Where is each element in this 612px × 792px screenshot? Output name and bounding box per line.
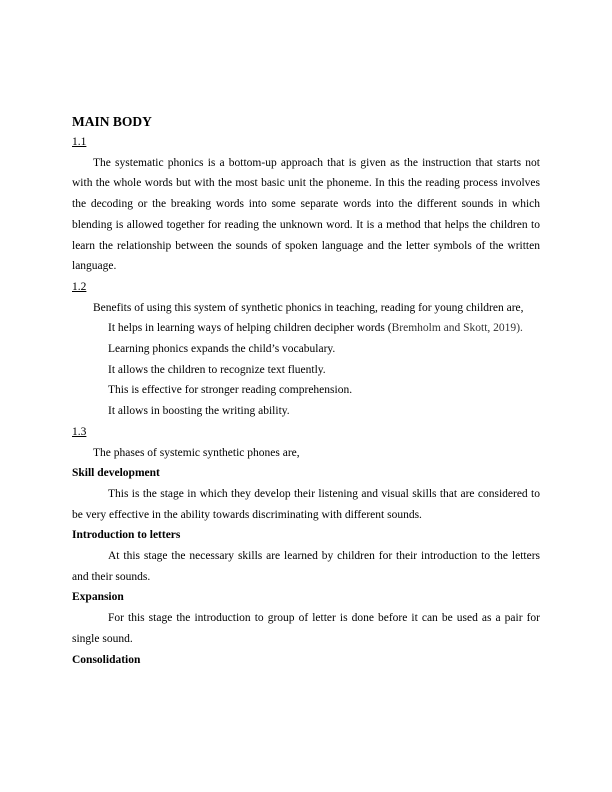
benefit-item bbox=[72, 318, 540, 339]
citation-suffix: ). bbox=[516, 322, 523, 335]
section-number-1-3: 1.3 bbox=[72, 425, 87, 438]
benefit-text: It helps in learning ways of helping children decipher words ( bbox=[108, 322, 392, 335]
section-1-2-intro: Benefits of using this system of synthetic phonics in teaching, reading for young children are, bbox=[93, 301, 524, 314]
phase-text: At this stage the necessary skills are learned by children for their introduction to the letters and their sounds. bbox=[72, 550, 540, 583]
phase-text: This is the stage in which they develop their listening and visual skills that are considered to be very effective in the ability towards discriminating with different sounds. bbox=[72, 487, 540, 521]
benefit-item: It allows in boosting the writing ability. bbox=[108, 405, 290, 418]
section-1-1-paragraph: The systematic phonics is a bottom-up approach that is given as the instruction that starts not with the whole words but with the most basic unit the phoneme. In this the reading process involves the decoding or the breaking words into some separate words into the different sounds in which blending is allowed together for reading the unknown word. It is a method that helps the children to learn the relationship between the sounds of spoken language and the letter symbols of the written language. bbox=[72, 156, 540, 273]
phase-heading: Expansion bbox=[72, 591, 124, 604]
page-title: MAIN BODY bbox=[72, 114, 152, 129]
phase-heading: Skill development bbox=[72, 467, 160, 480]
document-page bbox=[72, 112, 540, 670]
citation: Bremholm and Skott, 2019 bbox=[391, 322, 517, 335]
benefit-item: This is effective for stronger reading comprehension. bbox=[108, 384, 353, 397]
phase-text: For this stage the introduction to group of letter is done before it can be used as a pair for single sound. bbox=[72, 612, 540, 645]
benefit-item: Learning phonics expands the child’s vocabulary. bbox=[108, 343, 336, 356]
section-number-1-1: 1.1 bbox=[72, 136, 87, 148]
section-1-3-intro: The phases of systemic synthetic phones are, bbox=[93, 446, 300, 459]
section-number-1-2: 1.2 bbox=[72, 280, 87, 293]
benefit-item: It allows the children to recognize text fluently. bbox=[108, 363, 326, 376]
phase-heading: Consolidation bbox=[72, 653, 141, 666]
phase-heading: Introduction to letters bbox=[72, 529, 181, 542]
